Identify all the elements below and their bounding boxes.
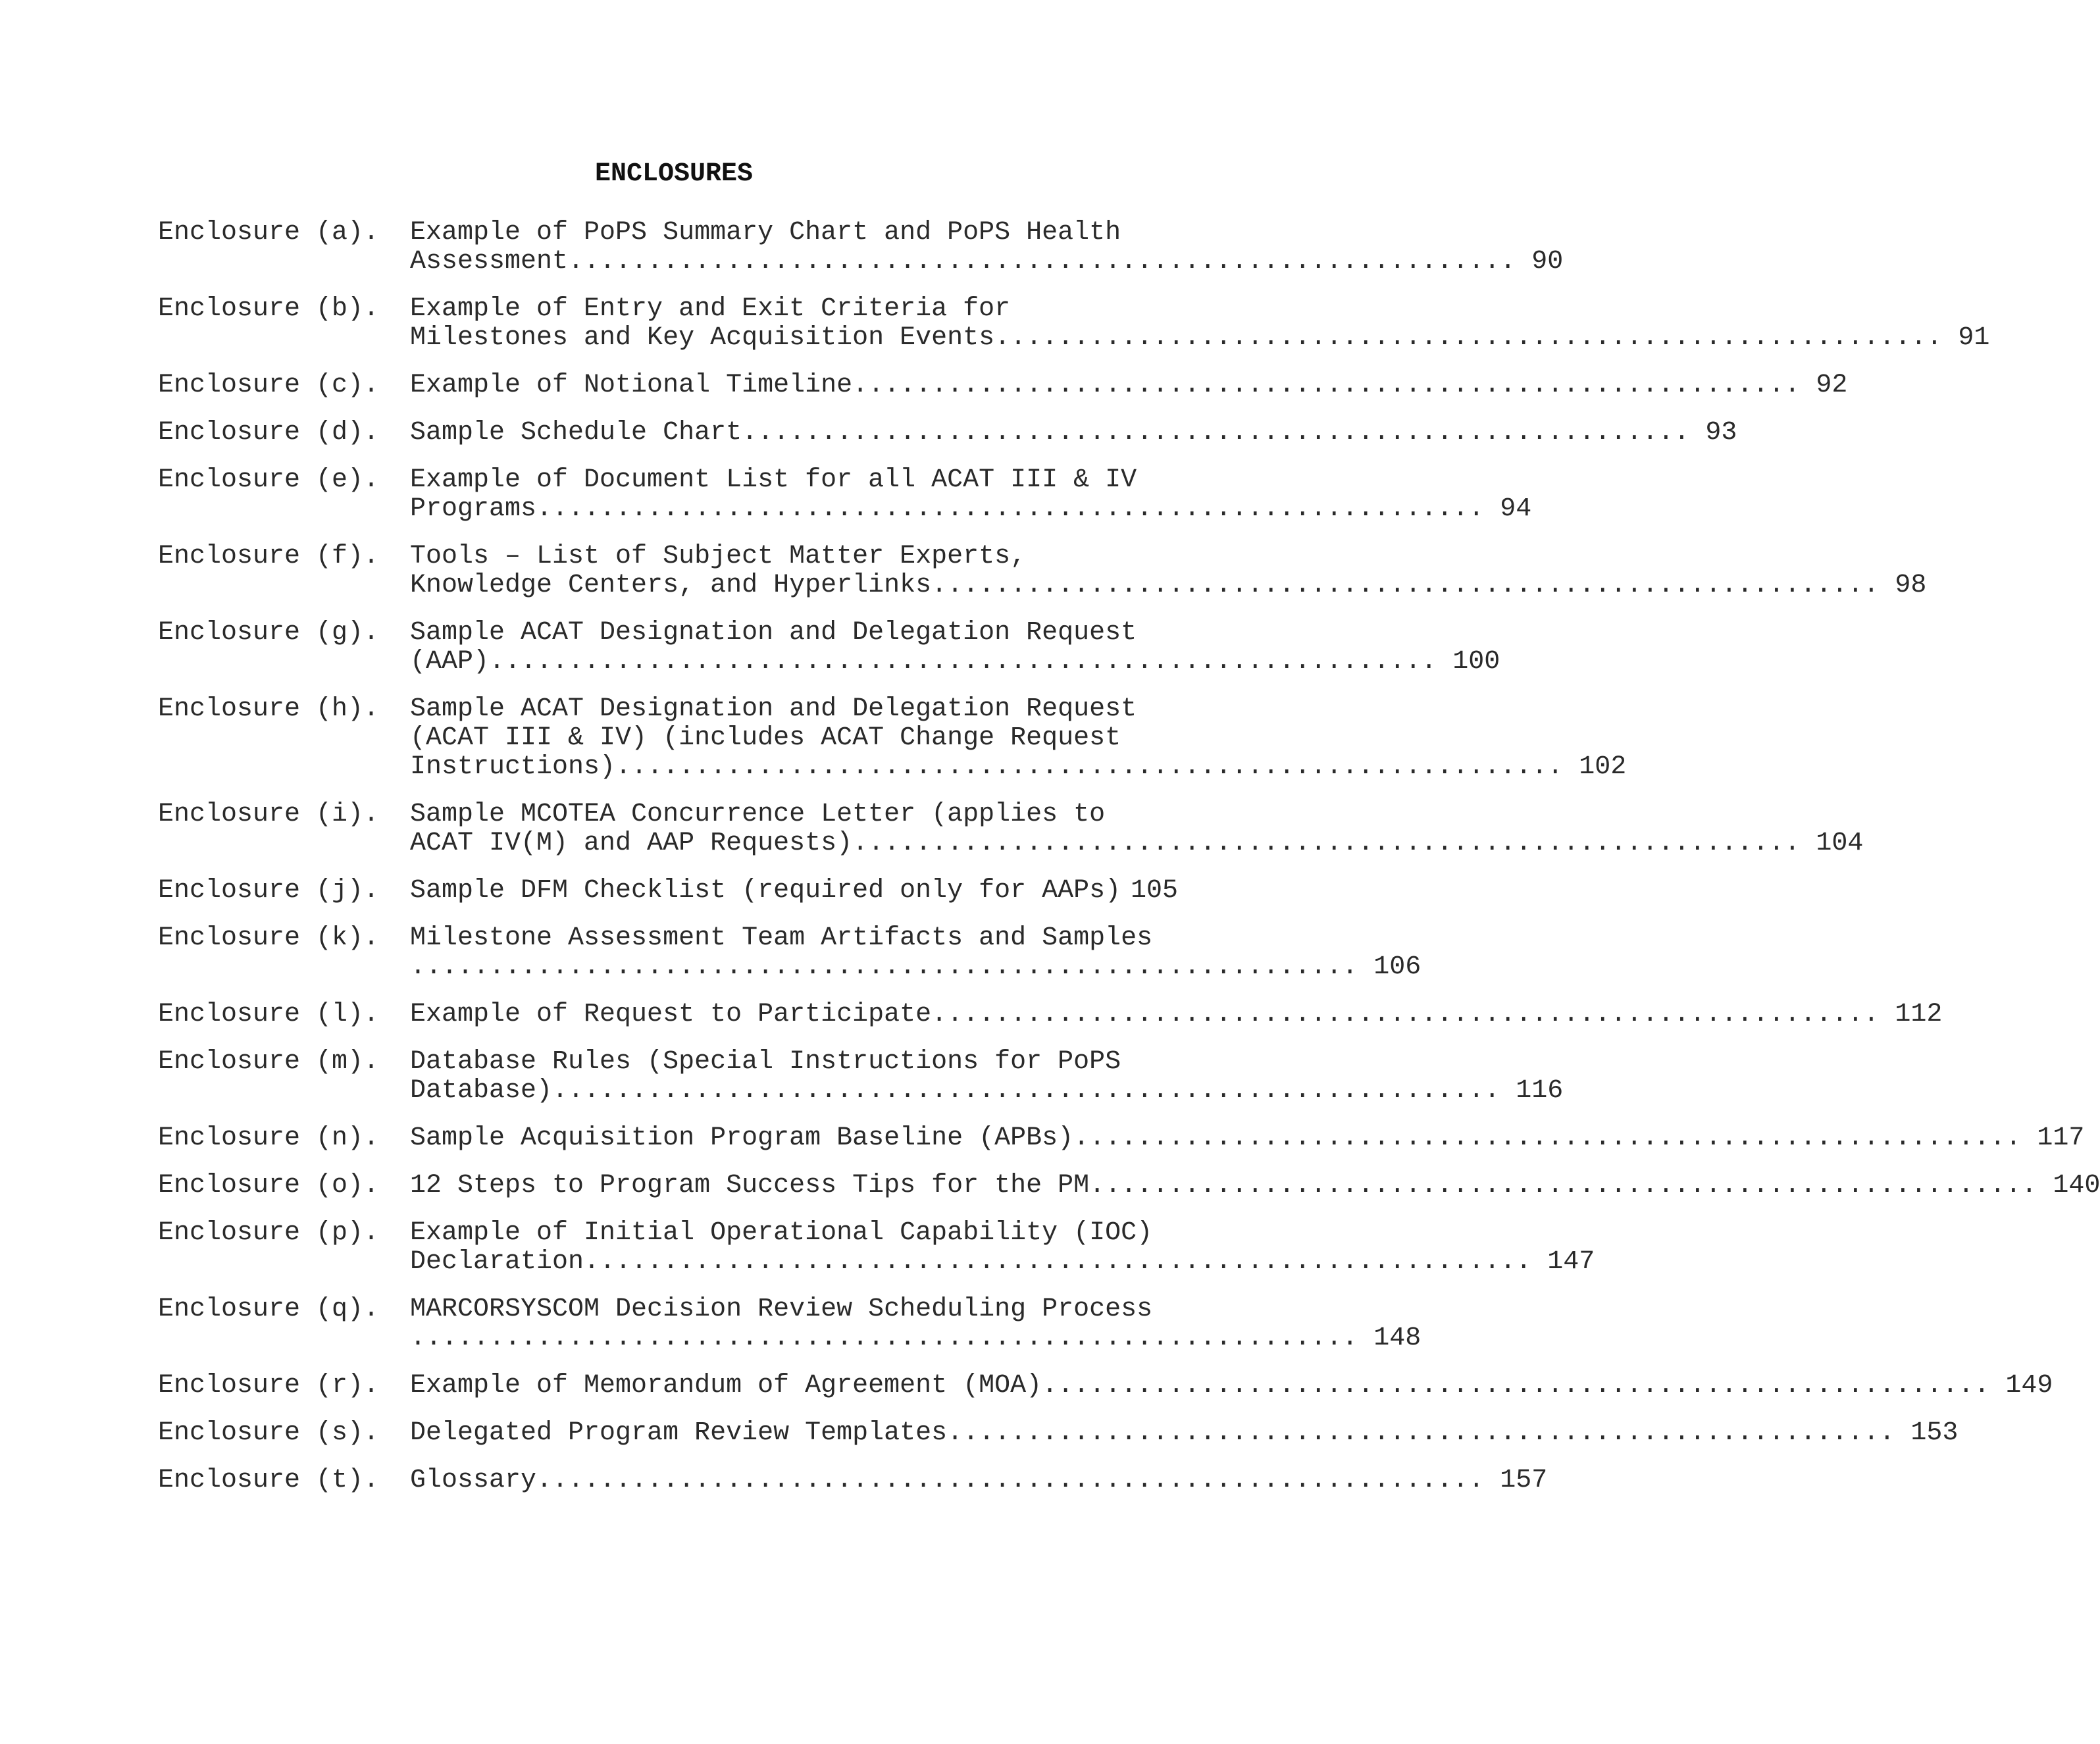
dot-leader: ............................................................ [536,1466,1485,1495]
page-number: 98 [1895,571,1927,600]
dot-leader: ............................................................ [931,571,1880,600]
page-number: 117 [2037,1123,2085,1153]
enclosure-title-line: Example of Entry and Exit Criteria for [410,294,1011,324]
enclosure-title-line: Sample DFM Checklist (required only for AAPs) [410,876,1121,906]
enclosure-title-line: Glossary [410,1466,537,1495]
dot-leader: ............................................................ [994,323,1943,353]
dot-leader: ............................................................ [947,1418,1895,1448]
enclosure-label: Enclosure (r). [158,1371,380,1400]
enclosure-title-line: Instructions) [410,752,616,782]
enclosure-label: Enclosure (b). [158,294,380,324]
enclosure-description [410,418,1737,448]
dot-leader: ............................................................ [931,1000,1880,1029]
enclosure-title-line: Tools – List of Subject Matter Experts, [410,542,1027,571]
enclosure-title-line: Example of PoPS Summary Chart and PoPS Health [410,218,1121,247]
dot-leader: ............................................................ [1089,1171,2037,1200]
enclosure-description [410,1123,2085,1153]
enclosure-description [410,877,1178,906]
enclosure-label: Enclosure (o). [158,1171,380,1200]
enclosure-description [410,542,1927,600]
enclosure-title-line: Sample MCOTEA Concurrence Letter (applies to [410,800,1106,829]
dot-leader: ............................................................ [410,1323,1358,1353]
enclosure-label: Enclosure (j). [158,876,380,906]
enclosure-description [410,800,1864,858]
dot-leader: ............................................................ [552,1076,1500,1106]
enclosure-title-line: Knowledge Centers, and Hyperlinks [410,571,932,600]
enclosure-title-line: Example of Notional Timeline [410,371,853,400]
enclosure-title-line: MARCORSYSCOM Decision Review Scheduling Process [410,1295,1153,1324]
enclosure-label: Enclosure (t). [158,1466,380,1495]
enclosure-title-line: (ACAT III & IV) (includes ACAT Change Request [410,723,1121,753]
page-number: 116 [1516,1076,1564,1106]
enclosure-title-line: Example of Initial Operational Capability (IOC) [410,1218,1153,1248]
enclosure-title-line: Programs [410,494,537,524]
enclosure-description [410,1295,1421,1353]
page-number: 105 [1130,876,1178,906]
enclosure-title-line: Assessment [410,247,569,276]
page-number: 90 [1531,247,1564,276]
dot-leader: ............................................................ [584,1247,1532,1277]
enclosure-title-line: Example of Request to Participate [410,1000,932,1029]
enclosure-label: Enclosure (s). [158,1418,380,1448]
enclosure-label: Enclosure (g). [158,618,380,648]
enclosure-description [410,923,1421,982]
enclosure-label: Enclosure (f). [158,542,380,571]
enclosure-label: Enclosure (q). [158,1295,380,1324]
dot-leader: ............................................................ [852,829,1801,858]
enclosure-description [410,1418,1959,1448]
enclosure-title-line: (AAP) [410,647,490,677]
page-number: 112 [1895,1000,1943,1029]
dot-leader: ............................................................ [536,494,1485,524]
enclosure-description [410,1218,1595,1277]
page-number: 100 [1452,647,1500,677]
enclosure-title-line: ACAT IV(M) and AAP Requests) [410,829,853,858]
page-number: 157 [1500,1466,1548,1495]
enclosure-label: Enclosure (i). [158,800,380,829]
page-number: 93 [1705,418,1737,448]
enclosure-description [410,371,1848,400]
enclosure-description [410,694,1627,782]
enclosure-label: Enclosure (n). [158,1123,380,1153]
page-number: 94 [1500,494,1532,524]
enclosure-label: Enclosure (a). [158,218,380,247]
enclosure-label: Enclosure (e). [158,465,380,495]
page-number: 148 [1373,1323,1421,1353]
dot-leader: ............................................................ [1073,1123,2022,1153]
enclosure-label: Enclosure (p). [158,1218,380,1248]
enclosure-description [410,218,1564,276]
enclosure-label: Enclosure (d). [158,418,380,448]
enclosure-title-line: Milestones and Key Acquisition Events [410,323,995,353]
enclosure-title-line: Declaration [410,1247,584,1277]
enclosure-description [410,1171,2100,1200]
dot-leader: ............................................................ [410,952,1358,982]
enclosure-title-line: Sample ACAT Designation and Delegation Request [410,694,1137,724]
page-title: ENCLOSURES [594,159,754,189]
page-number: 149 [2005,1371,2053,1400]
enclosure-title-line: Database) [410,1076,553,1106]
enclosure-title-line: Example of Memorandum of Agreement (MOA) [410,1371,1042,1400]
enclosure-label: Enclosure (k). [158,923,380,953]
dot-leader: ............................................................ [852,371,1801,400]
page-number: 147 [1547,1247,1595,1277]
page-number: 153 [1910,1418,1959,1448]
enclosure-description [410,1371,2053,1400]
enclosure-title-line: Sample ACAT Designation and Delegation Request [410,618,1137,648]
dot-leader: ............................................................ [489,647,1437,677]
dot-leader: ............................................................ [568,247,1516,276]
enclosure-description [410,465,1532,524]
page-number: 140 [2053,1171,2100,1200]
enclosure-title-line: Sample Schedule Chart [410,418,742,448]
enclosure-description [410,1466,1548,1495]
enclosure-description [410,618,1500,677]
enclosure-description [410,294,1990,353]
enclosure-title-line: Database Rules (Special Instructions for PoPS [410,1047,1121,1077]
enclosure-title-line: Sample Acquisition Program Baseline (APBs) [410,1123,1074,1153]
dot-leader: ............................................................ [615,752,1564,782]
enclosure-label: Enclosure (h). [158,694,380,724]
page-number: 91 [1958,323,1990,353]
page-number: 102 [1579,752,1627,782]
enclosure-title-line: Example of Document List for all ACAT III & IV [410,465,1137,495]
enclosure-title-line: Delegated Program Review Templates [410,1418,948,1448]
enclosure-description [410,1000,1943,1029]
page-number: 92 [1816,371,1848,400]
enclosure-title-line: Milestone Assessment Team Artifacts and Samples [410,923,1153,953]
page-number: 106 [1373,952,1421,982]
dot-leader: ............................................................ [742,418,1690,448]
enclosure-title-line: 12 Steps to Program Success Tips for the PM [410,1171,1090,1200]
enclosure-label: Enclosure (c). [158,371,380,400]
enclosure-description [410,1047,1564,1106]
enclosure-label: Enclosure (m). [158,1047,380,1077]
enclosure-label: Enclosure (l). [158,1000,380,1029]
dot-leader: ............................................................ [1042,1371,1990,1400]
page-number: 104 [1816,829,1864,858]
